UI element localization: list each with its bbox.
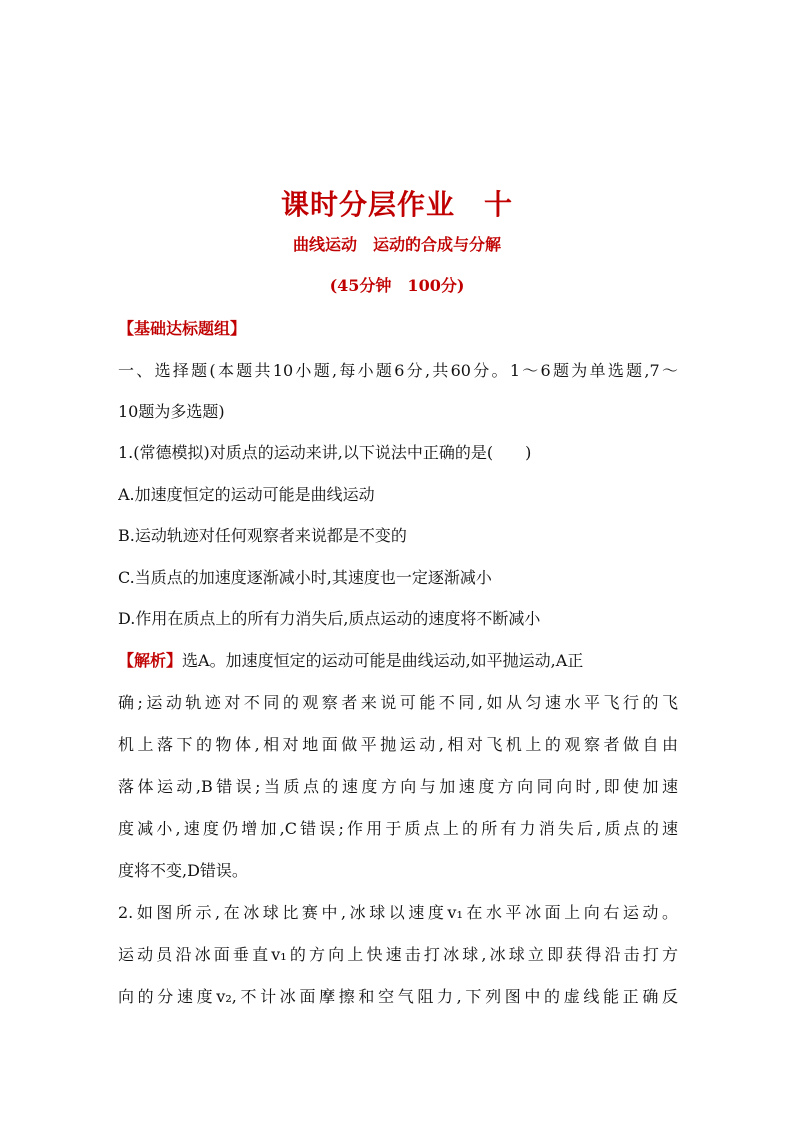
- question-1-analysis-line-2: 确;运动轨迹对不同的观察者来说可能不同,如从匀速水平飞行的飞: [118, 693, 678, 712]
- question-1-option-c: C.当质点的加速度逐渐减小时,其速度也一定逐渐减小: [118, 568, 492, 587]
- time-info: (45分钟 100分): [329, 276, 465, 295]
- analysis-label: 【解析】: [118, 651, 183, 670]
- question-1-stem: 1.(常德模拟)对质点的运动来讲,以下说法中正确的是( ): [118, 443, 532, 462]
- question-1-option-b: B.运动轨迹对任何观察者来说都是不变的: [118, 526, 407, 545]
- page-title: 课时分层作业 十: [280, 188, 513, 221]
- question-1-analysis-line-4: 落体运动,B错误;当质点的速度方向与加速度方向同向时,即使加速: [118, 777, 678, 796]
- instructions-line-2: 10题为多选题): [118, 402, 225, 421]
- question-2-line-1: 2.如图所示,在冰球比赛中,冰球以速度v₁在水平冰面上向右运动。: [118, 903, 678, 922]
- question-1-option-a: A.加速度恒定的运动可能是曲线运动: [118, 485, 375, 504]
- question-1-analysis-line-6: 度将不变,D错误。: [118, 861, 248, 880]
- section-header: 【基础达标题组】: [118, 319, 247, 338]
- question-2-line-3: 向的分速度v₂,不计冰面摩擦和空气阻力,下列图中的虚线能正确反: [118, 987, 678, 1006]
- question-1-analysis-line-1: [118, 648, 678, 671]
- question-2-line-2: 运动员沿冰面垂直v₁的方向上快速击打冰球,冰球立即获得沿击打方: [118, 945, 678, 964]
- question-1-analysis-line-5: 度减小,速度仍增加,C错误;作用于质点上的所有力消失后,质点的速: [118, 819, 678, 838]
- page-subtitle: 曲线运动 运动的合成与分解: [292, 235, 501, 254]
- instructions-line-1: 一、选择题(本题共10小题,每小题6分,共60分。1～6题为单选题,7～: [118, 361, 678, 380]
- question-1-analysis-line-3: 机上落下的物体,相对地面做平抛运动,相对飞机上的观察者做自由: [118, 735, 678, 754]
- question-1-option-d: D.作用在质点上的所有力消失后,质点运动的速度将不断减小: [118, 609, 541, 628]
- analysis-text: 选A。加速度恒定的运动可能是曲线运动,如平抛运动,A正: [182, 651, 584, 670]
